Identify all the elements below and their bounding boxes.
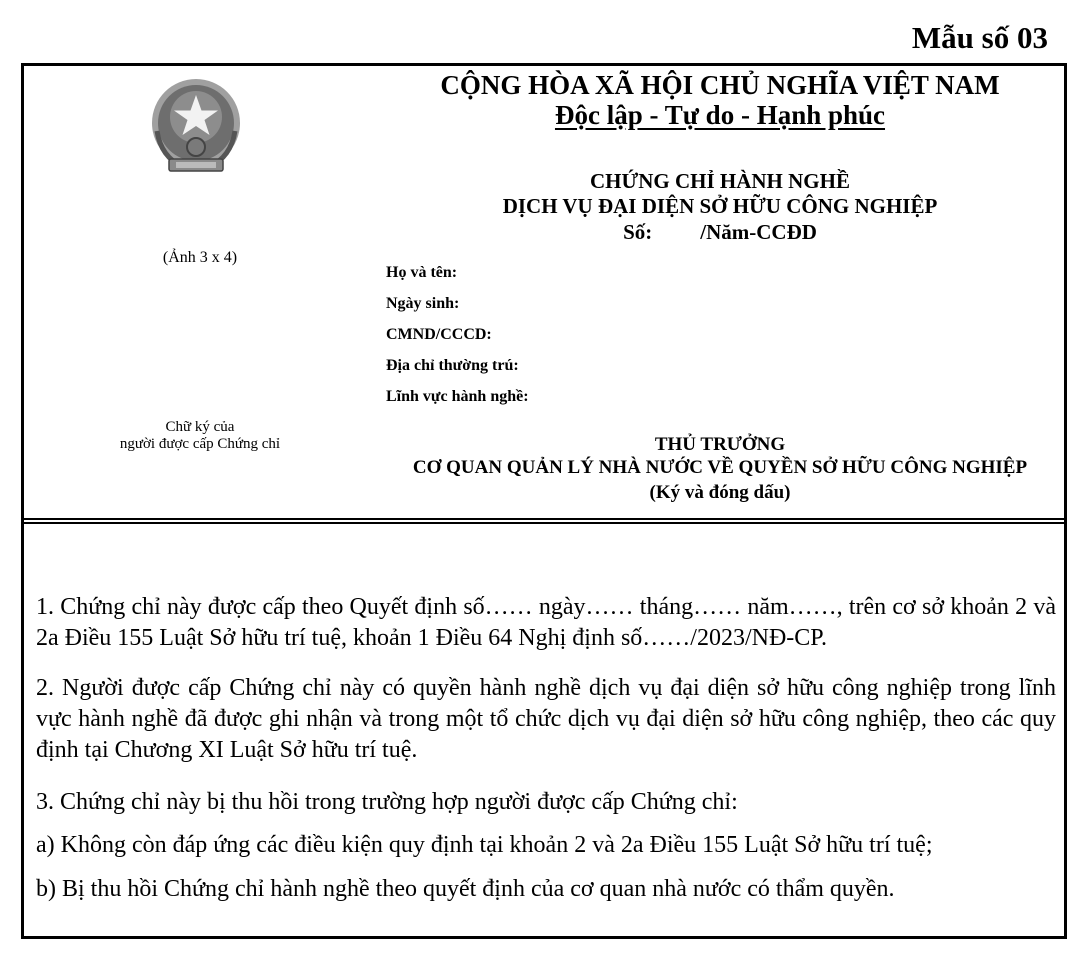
photo-placeholder-label: (Ảnh 3 x 4) xyxy=(162,249,238,266)
national-emblem-icon xyxy=(143,73,249,181)
authority-sign-note: (Ký và đóng dấu) xyxy=(649,482,791,503)
holder-signature-line1: Chữ ký của xyxy=(165,419,235,435)
authority-title: THỦ TRƯỞNG xyxy=(654,434,786,455)
field-permanent-address: Địa chỉ thường trú: xyxy=(386,357,519,374)
certificate-number-label: Số: xyxy=(623,220,653,244)
certificate-title-line1: CHỨNG CHỈ HÀNH NGHỀ xyxy=(590,169,850,193)
section-divider xyxy=(21,518,1067,524)
holder-signature-line2: người được cấp Chứng chỉ xyxy=(119,436,281,452)
certificate-number xyxy=(380,220,1060,245)
certificate-title-line2: DỊCH VỤ ĐẠI DIỆN SỞ HỮU CÔNG NGHIỆP xyxy=(502,194,938,218)
back-paragraph-3b: b) Bị thu hồi Chứng chỉ hành nghề theo quyết định của cơ quan nhà nước có thẩm quyền. xyxy=(36,876,895,902)
field-date-of-birth: Ngày sinh: xyxy=(386,295,460,312)
back-paragraph-3a: a) Không còn đáp ứng các điều kiện quy định tại khoản 2 và 2a Điều 155 Luật Sở hữu trí tuệ; xyxy=(36,832,933,858)
back-paragraph-2: 2. Người được cấp Chứng chỉ này có quyền hành nghề dịch vụ đại diện sở hữu công nghiệp trong lĩnh vực hành nghề đã được ghi nhận và trong một tổ chức dịch vụ đại diện sở hữu công nghiệp, theo các quy định tại Chương XI Luật Sở hữu trí tuệ. xyxy=(36,675,1056,763)
form-number: Mẫu số 03 xyxy=(911,20,1048,55)
field-practice-area: Lĩnh vực hành nghề: xyxy=(386,388,529,405)
nation-title: CỘNG HÒA XÃ HỘI CHỦ NGHĨA VIỆT NAM xyxy=(440,70,1000,100)
back-paragraph-1: 1. Chứng chỉ này được cấp theo Quyết định số…… ngày…… tháng…… năm……, trên cơ sở khoản 2 và 2a Điều 155 Luật Sở hữu trí tuệ, khoản 1 Điều 64 Nghị định số……/2023/NĐ-CP. xyxy=(36,594,1056,651)
holder-signature-block xyxy=(60,419,340,453)
field-id-number: CMND/CCCD: xyxy=(386,326,492,343)
certificate-number-suffix: /Năm-CCĐD xyxy=(700,220,817,244)
national-motto xyxy=(380,100,1060,131)
authority-agency: CƠ QUAN QUẢN LÝ NHÀ NƯỚC VỀ QUYỀN SỞ HỮU CÔNG NGHIỆP xyxy=(412,457,1028,478)
field-full-name: Họ và tên: xyxy=(386,264,458,281)
back-paragraph-3: 3. Chứng chỉ này bị thu hồi trong trường hợp người được cấp Chứng chỉ: xyxy=(36,789,738,815)
motto-text: Độc lập - Tự do - Hạnh phúc xyxy=(554,100,886,130)
